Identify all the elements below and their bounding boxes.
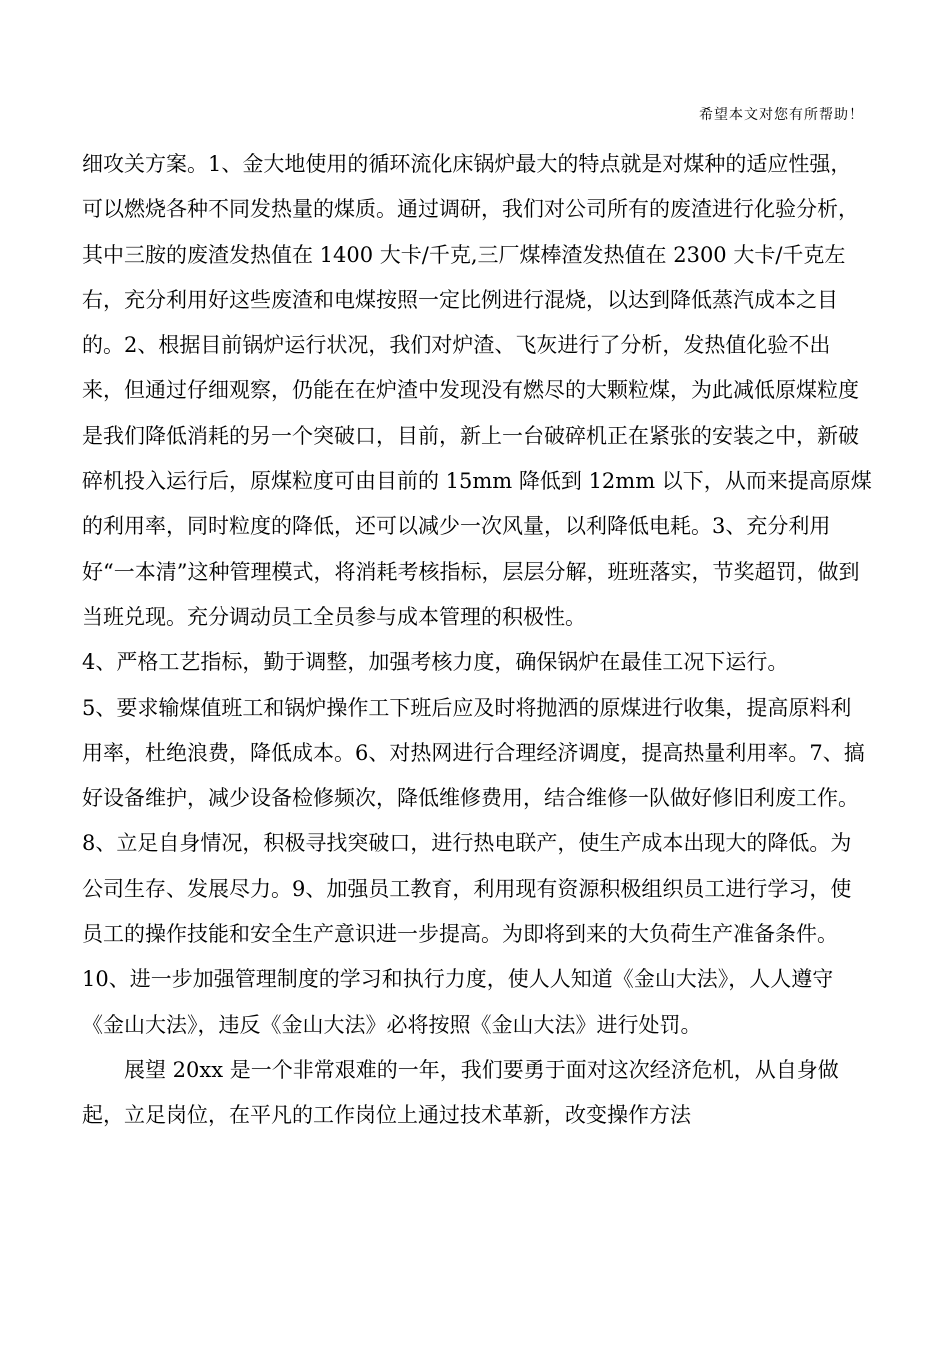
document-body <box>82 142 872 1139</box>
paragraph-outlook: 展望 20xx 是一个非常艰难的一年，我们要勇于面对这次经济危机，从自身做起，立足岗位，在平凡的工作岗位上通过技术革新，改变操作方法 <box>82 1057 839 1128</box>
header-note: 希望本文对您有所帮助！ <box>699 107 864 123</box>
paragraph-measure-4: 4、严格工艺指标，勤于调整，加强考核力度，确保锅炉在最佳工况下运行。 <box>82 650 789 675</box>
paragraph-measures-1-3: 细攻关方案。1、金大地使用的循环流化床锅炉最大的特点就是对煤种的适应性强，可以燃烧各种不同发热量的煤质。通过调研，我们对公司所有的废渣进行化验分析，其中三胺的废渣发热值在 1400 大卡/千克,三厂煤棒渣发热值在 2300 大卡/千克左右，充分利用好这些废渣和电煤按照一定比例进行混烧，以达到降低蒸汽成本之目的。2、根据目前锅炉运行状况，我们对炉渣、飞灰进行了分析，发热值化验不出来，但通过仔细观察，仍能在在炉渣中发现没有燃尽的大颗粒煤，为此减低原煤粒度是我们降低消耗的另一个突破口，目前，新上一台破碎机正在紧张的安装之中，新破碎机投入运行后，原煤粒度可由目前的 15mm 降低到 12mm 以下，从而来提高原煤的利用率，同时粒度的降低，还可以减少一次风量，以利降低电耗。3、充分利用好“一本清”这种管理模式，将消耗考核指标，层层分解，班班落实，节奖超罚，做到当班兑现。充分调动员工全员参与成本管理的积极性。 <box>82 152 872 629</box>
paragraph-measures-5-10: 5、要求输煤值班工和锅炉操作工下班后应及时将抛洒的原煤进行收集，提高原料利用率，杜绝浪费，降低成本。6、对热网进行合理经济调度，提高热量利用率。7、搞好设备维护，减少设备检修频次，降低维修费用，结合维修一队做好修旧利废工作。8、立足自身情况，积极寻找突破口，进行热电联产，使生产成本出现大的降低。为公司生存、发展尽力。9、加强员工教育，利用现有资源积极组织员工进行学习，使员工的操作技能和安全生产意识进一步提高。为即将到来的大负荷生产准备条件。10、进一步加强管理制度的学习和执行力度，使人人知道《金山大法》，人人遵守《金山大法》，违反《金山大法》必将按照《金山大法》进行处罚。 <box>82 695 865 1037</box>
